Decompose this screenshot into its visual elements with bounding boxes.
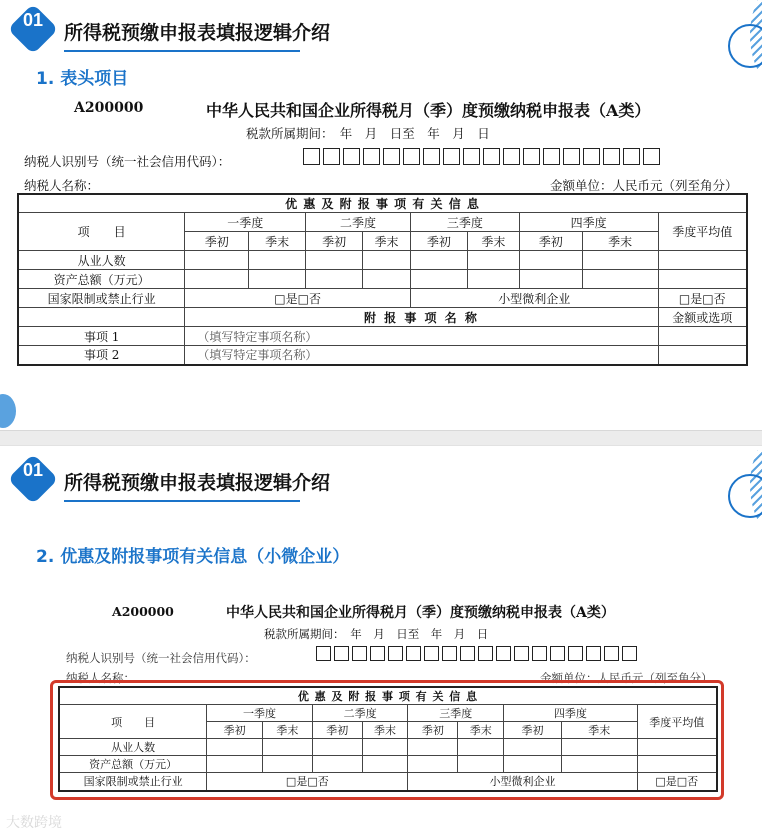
season-end: 季末 (458, 722, 504, 739)
item-1-label: 事项 1 (18, 327, 185, 346)
info-table (17, 193, 748, 366)
season-start: 季初 (408, 722, 458, 739)
form-code: A200000 (112, 604, 174, 619)
fill-hint: （填写特定事项名称） (185, 327, 658, 346)
season-end: 季末 (262, 722, 312, 739)
tax-period: 税款所属期间： 年 月 日至 年 月 日 (246, 126, 490, 141)
attached-items-header: 附 报 事 项 名 称 (185, 308, 658, 327)
item-header: 项 目 (18, 213, 185, 251)
section-badge: 01 (10, 460, 56, 498)
item-2-label: 事项 2 (18, 346, 185, 365)
season-end: 季末 (561, 722, 637, 739)
yes-no-option: □是□否 (207, 773, 408, 791)
form-title: 中华人民共和国企业所得税月（季）度预缴纳税申报表（A类） (226, 605, 615, 621)
row-label: 从业人数 (59, 739, 207, 756)
taxpayer-name-label: 纳税人名称： (66, 671, 135, 685)
yes-no-option: □是□否 (637, 773, 717, 791)
season-start: 季初 (312, 722, 362, 739)
row-label: 国家限制或禁止行业 (18, 289, 185, 308)
amount-unit: 金额单位：人民币元（列至角分） (540, 671, 713, 685)
season-end: 季末 (249, 232, 306, 251)
quarter-3: 三季度 (408, 705, 504, 722)
tin-label: 纳税人识别号（统一社会信用代码）： (66, 651, 256, 665)
fill-hint: （填写特定事项名称） (185, 346, 658, 365)
season-end: 季末 (467, 232, 519, 251)
section-header: 优 惠 及 附 报 事 项 有 关 信 息 (59, 687, 717, 705)
tin-boxes (303, 148, 663, 165)
heading-underline (64, 500, 300, 502)
section-badge: 01 (10, 10, 56, 48)
season-end: 季末 (363, 232, 411, 251)
small-micro-label: 小型微利企业 (410, 289, 658, 308)
row-label: 资产总额（万元） (59, 756, 207, 773)
tin-boxes (316, 646, 640, 661)
section-header: 优 惠 及 附 报 事 项 有 关 信 息 (18, 194, 747, 213)
quarter-3: 三季度 (410, 213, 519, 232)
form-image (0, 596, 762, 686)
tin-label: 纳税人识别号（统一社会信用代码）： (24, 154, 231, 169)
season-start: 季初 (185, 232, 249, 251)
form-code: A200000 (74, 100, 144, 116)
heading-underline (64, 50, 300, 52)
amount-unit: 金额单位：人民币元（列至角分） (550, 178, 738, 193)
yes-no-option: □是□否 (185, 289, 411, 308)
season-start: 季初 (519, 232, 582, 251)
season-end: 季末 (362, 722, 408, 739)
row-label: 从业人数 (18, 251, 185, 270)
row-label: 国家限制或禁止行业 (59, 773, 207, 791)
quarter-average-header: 季度平均值 (637, 705, 717, 739)
season-start: 季初 (306, 232, 363, 251)
quarter-2: 二季度 (306, 213, 411, 232)
taxpayer-name-label: 纳税人名称： (24, 178, 100, 193)
quarter-2: 二季度 (312, 705, 408, 722)
slide-subheading: 2. 优惠及附报事项有关信息（小微企业） (36, 547, 350, 567)
season-start: 季初 (504, 722, 562, 739)
amount-or-option-header: 金额或选项 (658, 308, 747, 327)
decorative-dot-icon (0, 394, 16, 428)
slide-separator (0, 430, 762, 446)
row-label: 资产总额（万元） (18, 270, 185, 289)
quarter-4: 四季度 (504, 705, 637, 722)
season-end: 季末 (582, 232, 658, 251)
quarter-4: 四季度 (519, 213, 658, 232)
yes-no-option: □是□否 (658, 289, 747, 308)
form-title: 中华人民共和国企业所得税月（季）度预缴纳税申报表（A类） (206, 101, 651, 120)
corner-decoration-icon (710, 450, 762, 520)
small-micro-label: 小型微利企业 (408, 773, 637, 791)
slide-2 (0, 446, 762, 838)
watermark: 大数跨境 (6, 815, 62, 831)
slide-subheading: 1. 表头项目 (36, 69, 129, 89)
item-header: 项 目 (59, 705, 207, 739)
corner-decoration-icon (710, 0, 762, 70)
tax-period: 税款所属期间： 年 月 日至 年 月 日 (264, 627, 489, 641)
slide-heading: 所得税预缴申报表填报逻辑介绍 (64, 472, 331, 494)
slide-heading: 所得税预缴申报表填报逻辑介绍 (64, 22, 331, 44)
quarter-1: 一季度 (185, 213, 306, 232)
quarter-average-header: 季度平均值 (658, 213, 747, 251)
season-start: 季初 (410, 232, 467, 251)
highlight-box (50, 680, 724, 800)
quarter-1: 一季度 (207, 705, 313, 722)
season-start: 季初 (207, 722, 263, 739)
